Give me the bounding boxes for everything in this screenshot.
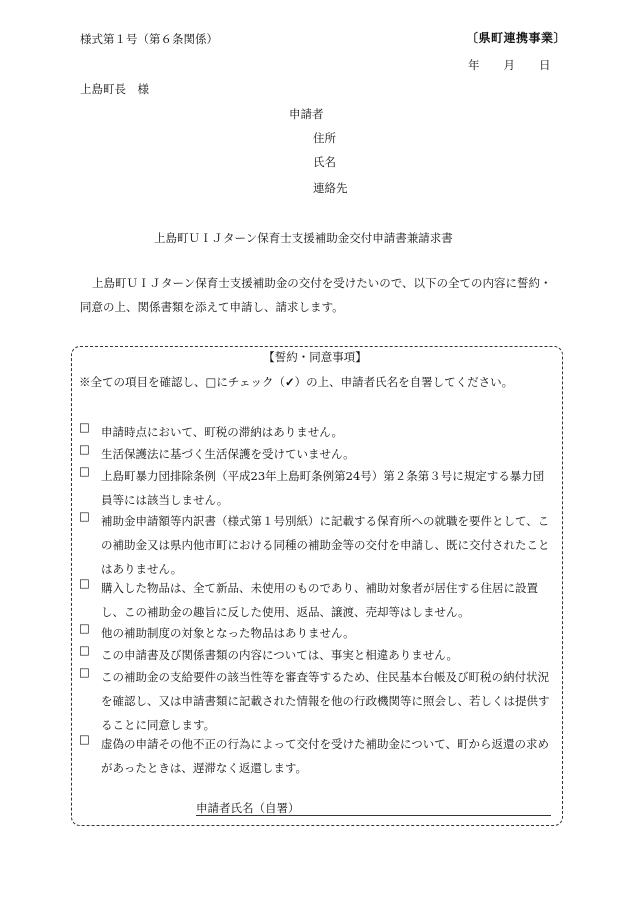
checkbox[interactable]: □ xyxy=(79,442,90,456)
pledge-item-text: 他の補助制度の対象となった物品はありません。 xyxy=(101,626,355,640)
pledge-item-text: 補助金申請額等内訳書（様式第１号別紙）に記載する保育所への就職を要件として、この補助金又は県内他市町における同種の補助金等の交付を申請し、既に交付されたことはありません。 xyxy=(101,514,550,576)
checkbox[interactable]: □ xyxy=(79,420,90,434)
checkbox[interactable]: □ xyxy=(79,643,90,657)
pledge-item-text: この申請書及び関係書類の内容については、事実と相違ありません。 xyxy=(101,648,458,662)
signature-label: 申請者氏名（自署） xyxy=(196,801,300,815)
pledge-item-text: 虚偽の申請その他不正の行為によって交付を受けた補助金について、町から返還の求めがあったときは、遅滞なく返還します。 xyxy=(101,737,550,775)
pledge-instruction xyxy=(79,374,513,390)
pledge-item-text: この補助金の支給要件の該当性等を審査等するため、住民基本台帳及び町税の納付状況を確認し、又は申請書類に記載された情報を他の行政機関等に照会し、若しくは提供することに同意します。 xyxy=(101,670,550,732)
pledge-item-text: 申請時点において、町税の滞納はありません。 xyxy=(101,425,343,439)
pledge-item-text: 購入した物品は、全て新品、未使用のものであり、補助対象者が居住する住居に設置し、この補助金の趣旨に反した使用、返品、譲渡、売却等はしません。 xyxy=(101,581,538,619)
intro-paragraph: 上島町ＵＩＪターン保育士支援補助金の交付を受けたいので、以下の全ての内容に誓約・同意の上、関係書類を添えて申請し、請求します。 xyxy=(80,276,552,314)
instruction-text-start: ※全ての項目を確認し、□にチェック（ xyxy=(79,375,286,389)
checkbox[interactable]: □ xyxy=(79,464,90,478)
date-month-label: 月 xyxy=(503,58,515,72)
applicant-address-label: 住所 xyxy=(313,131,336,145)
pledge-item-text: 上島町暴力団排除条例（平成23年上島町条例第24号）第２条第３号に規定する暴力団員等には該当しません。 xyxy=(101,469,545,507)
project-tag: 〔県町連携事業〕 xyxy=(466,31,567,45)
checkbox[interactable]: □ xyxy=(79,509,90,523)
applicant-name-label: 氏名 xyxy=(313,155,336,169)
pledge-item-text: 生活保護法に基づく生活保護を受けていません。 xyxy=(101,447,355,461)
check-mark-icon: ✓ xyxy=(285,375,295,389)
date-year-label: 年 xyxy=(468,58,480,72)
date-line xyxy=(468,57,551,73)
pledge-heading: 【誓約・同意事項】 xyxy=(263,350,367,364)
checkbox[interactable]: □ xyxy=(79,621,90,635)
checkbox[interactable]: □ xyxy=(79,665,90,679)
checkbox[interactable]: □ xyxy=(79,576,90,590)
form-number: 様式第１号（第６条関係） xyxy=(80,32,218,46)
addressee: 上島町長 様 xyxy=(80,82,149,96)
applicant-contact-label: 連絡先 xyxy=(313,181,348,195)
instruction-text-end: ）の上、申請者氏名を自署してください。 xyxy=(294,375,514,389)
document-title: 上島町ＵＩＪターン保育士支援補助金交付申請書兼請求書 xyxy=(154,231,453,245)
signature-line[interactable] xyxy=(196,815,551,816)
applicant-label: 申請者 xyxy=(289,107,324,121)
checkbox[interactable]: □ xyxy=(79,732,90,746)
date-day-label: 日 xyxy=(539,58,551,72)
